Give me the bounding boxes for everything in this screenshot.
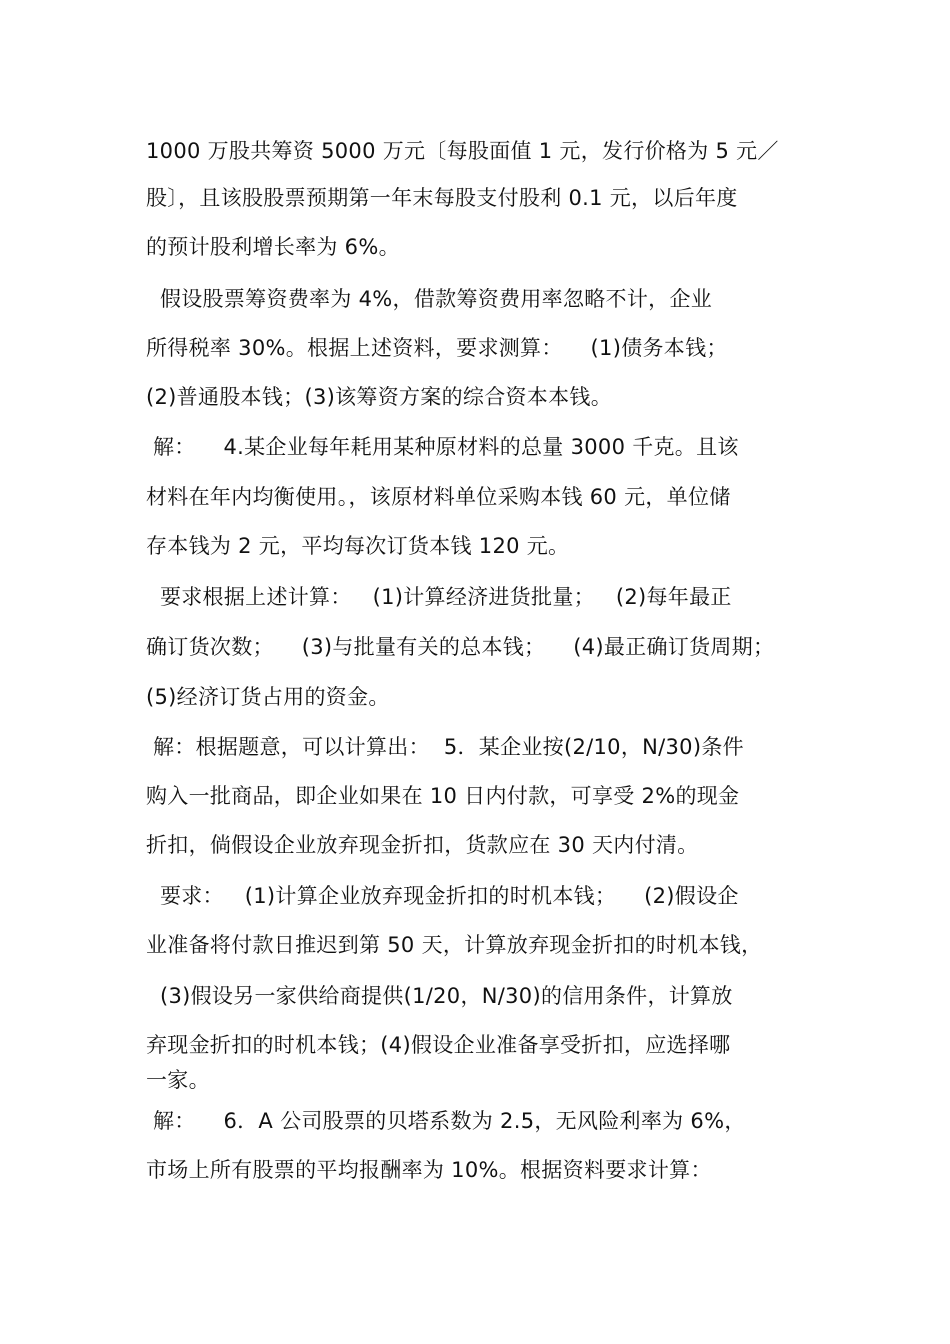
text-line: 解：根据题意，可以计算出： 5．某企业按(2/10，N/30)条件	[146, 735, 744, 759]
text-line: 解： 4.某企业每年耗用某种原材料的总量 3000 千克。且该	[146, 435, 739, 459]
text-line: 折扣，倘假设企业放弃现金折扣，货款应在 30 天内付清。	[146, 833, 699, 857]
text-line: (3)假设另一家供给商提供(1/20，N/30)的信用条件，计算放	[146, 984, 733, 1008]
text-line: 市场上所有股票的平均报酬率为 10%。根据资料要求计算：	[146, 1158, 712, 1182]
text-line: 存本钱为 2 元，平均每次订货本钱 120 元。	[146, 534, 570, 558]
text-line: 弃现金折扣的时机本钱；(4)假设企业准备享受折扣，应选择哪	[146, 1033, 731, 1057]
text-line: 假设股票筹资费率为 4%，借款筹资费用率忽略不计，企业	[146, 287, 713, 311]
text-line: 要求： (1)计算企业放弃现金折扣的时机本钱； (2)假设企	[146, 884, 739, 908]
text-line: 要求根据上述计算： (1)计算经济进货批量； (2)每年最正	[146, 585, 732, 609]
text-line: 1000 万股共筹资 5000 万元〔每股面值 1 元，发行价格为 5 元／	[146, 139, 779, 163]
text-line: 确订货次数； (3)与批量有关的总本钱； (4)最正确订货周期；	[146, 635, 775, 659]
text-line: 一家。	[146, 1068, 210, 1092]
text-line: 材料在年内均衡使用。，该原材料单位采购本钱 60 元，单位储	[146, 485, 731, 509]
text-line: (5)经济订货占用的资金。	[146, 685, 390, 709]
text-line: 购入一批商品，即企业如果在 10 日内付款，可享受 2%的现金	[146, 784, 740, 808]
text-line: 解： 6．A 公司股票的贝塔系数为 2.5，无风险利率为 6%，	[146, 1109, 746, 1133]
text-line: 业准备将付款日推迟到第 50 天，计算放弃现金折扣的时机本钱，	[146, 933, 763, 957]
text-line: 所得税率 30%。根据上述资料，要求测算： (1)债务本钱；	[146, 336, 728, 360]
text-line: 股〕，且该股股票预期第一年末每股支付股利 0.1 元，以后年度	[146, 186, 738, 210]
text-line: (2)普通股本钱；(3)该筹资方案的综合资本本钱。	[146, 385, 612, 409]
text-line: 的预计股利增长率为 6%。	[146, 235, 400, 259]
